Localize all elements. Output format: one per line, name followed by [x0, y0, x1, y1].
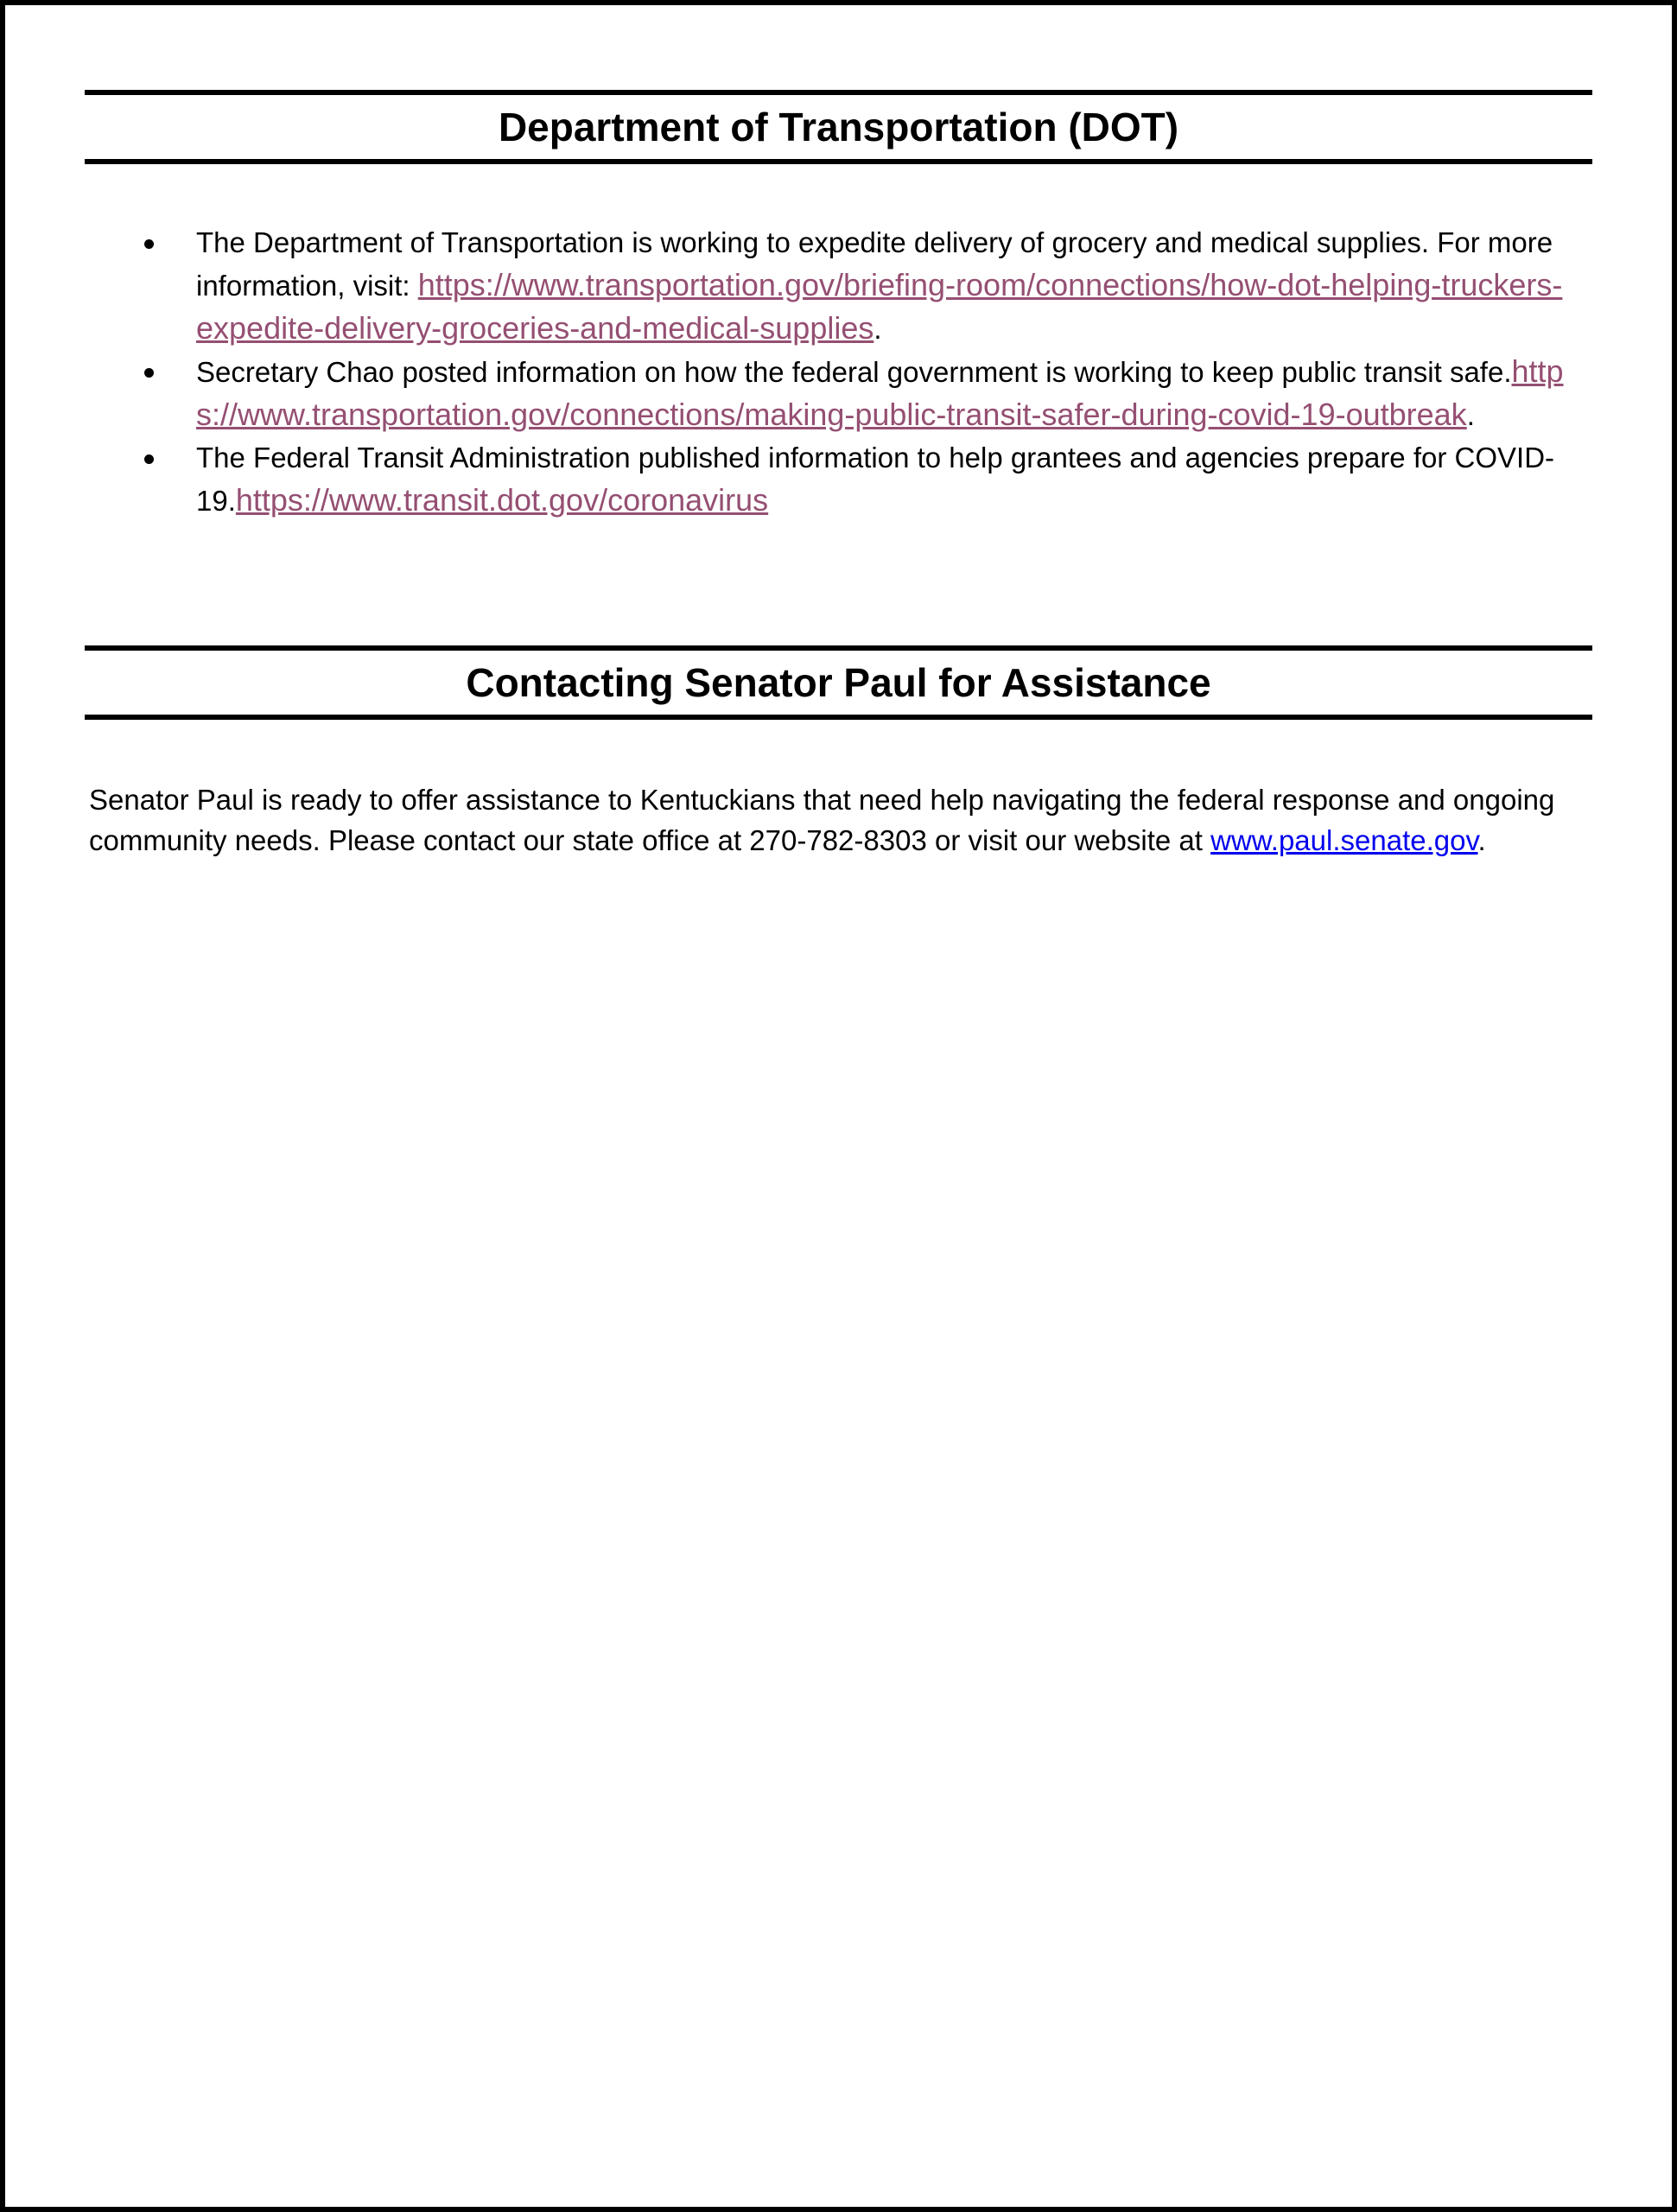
bullet-text: The Department of Transportation is working to expedite delivery of grocery and medical supplies. For more information, visit:: [196, 226, 1553, 302]
bullet-text: The Federal Transit Administration published information to help grantees and agencies prepare for COVID-19.: [196, 442, 1555, 517]
contact-paragraph: [89, 779, 1558, 861]
bullet-icon: [144, 454, 154, 464]
bullet-icon: [144, 239, 154, 249]
list-item: [85, 350, 1592, 436]
dot-grocery-link[interactable]: https://www.transportation.gov/briefing-room/connections/how-dot-helping-truckers-expedite-delivery-groceries-and-medical-supplies: [196, 267, 1563, 346]
dot-bullet-list: [85, 221, 1592, 522]
bullet-trailing-punctuation: .: [1466, 399, 1475, 431]
dot-section-heading: Department of Transportation (DOT): [85, 90, 1592, 164]
fta-coronavirus-link[interactable]: https://www.transit.dot.gov/coronavirus: [235, 482, 769, 518]
transit-safety-link[interactable]: https://www.transportation.gov/connections/making-public-transit-safer-during-covid-19-outbreak: [196, 353, 1564, 432]
senate-website-link[interactable]: www.paul.senate.gov: [1210, 824, 1478, 856]
contact-section-heading: Contacting Senator Paul for Assistance: [85, 645, 1592, 720]
bullet-text: Secretary Chao posted information on how the federal government is working to keep public transit safe.: [196, 356, 1512, 388]
bullet-trailing-punctuation: .: [873, 313, 882, 345]
bullet-icon: [144, 368, 154, 378]
list-item: [85, 436, 1592, 522]
contact-body-text: Senator Paul is ready to offer assistance to Kentuckians that need help navigating the federal response and ongoing community needs. Please contact our state office at 270-782-8303 or visit our website at: [89, 784, 1555, 856]
contact-trailing-punctuation: .: [1477, 824, 1486, 856]
list-item: [85, 221, 1592, 350]
